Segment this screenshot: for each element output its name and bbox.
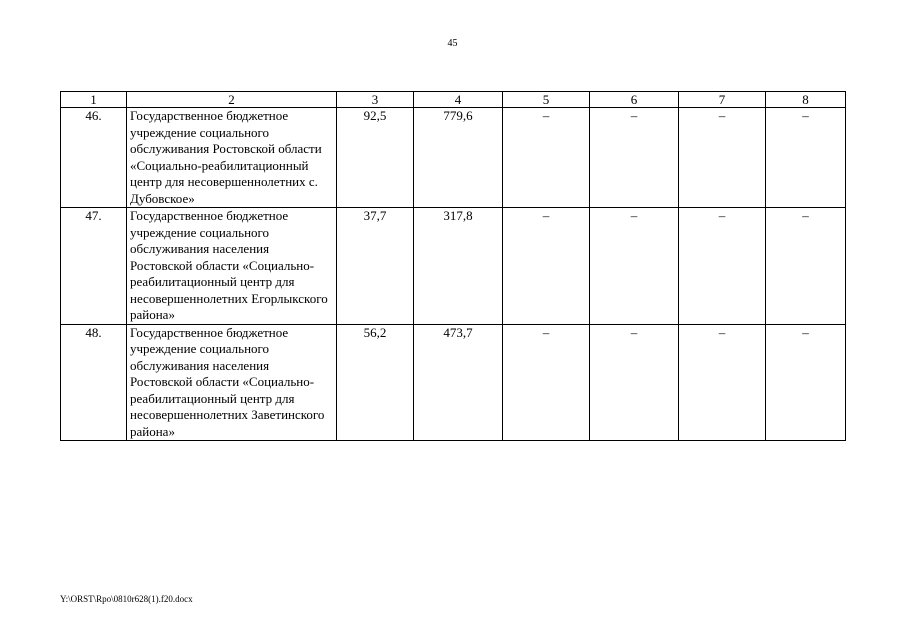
page-number: 45 [447, 38, 458, 49]
value-col-8: – [766, 324, 846, 441]
column-header: 6 [590, 92, 679, 108]
value-col-5: – [503, 324, 590, 441]
value-col-6: – [590, 324, 679, 441]
value-col-5: – [503, 108, 590, 208]
column-header: 3 [337, 92, 414, 108]
column-header: 7 [679, 92, 766, 108]
institution-name: Государственное бюджетное учреждение социального обслуживания Ростовской области «Социально-реабилитационный центр для несовершеннолетних с. Дубовское» [127, 108, 337, 208]
row-number: 48. [61, 324, 127, 441]
value-col-8: – [766, 108, 846, 208]
value-col-6: – [590, 108, 679, 208]
value-col-7: – [679, 324, 766, 441]
value-col-4: 779,6 [414, 108, 503, 208]
value-col-6: – [590, 208, 679, 325]
value-col-5: – [503, 208, 590, 325]
institution-name: Государственное бюджетное учреждение социального обслуживания населения Ростовской области «Социально-реабилитационный центр для несовершеннолетних Заветинского района» [127, 324, 337, 441]
column-header: 1 [61, 92, 127, 108]
column-header: 2 [127, 92, 337, 108]
value-col-3: 37,7 [337, 208, 414, 325]
value-col-4: 473,7 [414, 324, 503, 441]
value-col-7: – [679, 208, 766, 325]
column-header: 8 [766, 92, 846, 108]
table-header-row [61, 92, 846, 108]
column-header: 5 [503, 92, 590, 108]
table-row [61, 208, 846, 325]
value-col-7: – [679, 108, 766, 208]
institution-name: Государственное бюджетное учреждение социального обслуживания населения Ростовской области «Социально-реабилитационный центр для несовершеннолетних Егорлыкского района» [127, 208, 337, 325]
data-table [60, 91, 846, 441]
value-col-3: 56,2 [337, 324, 414, 441]
table-row [61, 108, 846, 208]
column-header: 4 [414, 92, 503, 108]
value-col-8: – [766, 208, 846, 325]
row-number: 46. [61, 108, 127, 208]
value-col-3: 92,5 [337, 108, 414, 208]
table-row [61, 324, 846, 441]
footer-file-path: Y:\ORST\Rpo\0810r628(1).f20.docx [60, 594, 193, 604]
row-number: 47. [61, 208, 127, 325]
value-col-4: 317,8 [414, 208, 503, 325]
